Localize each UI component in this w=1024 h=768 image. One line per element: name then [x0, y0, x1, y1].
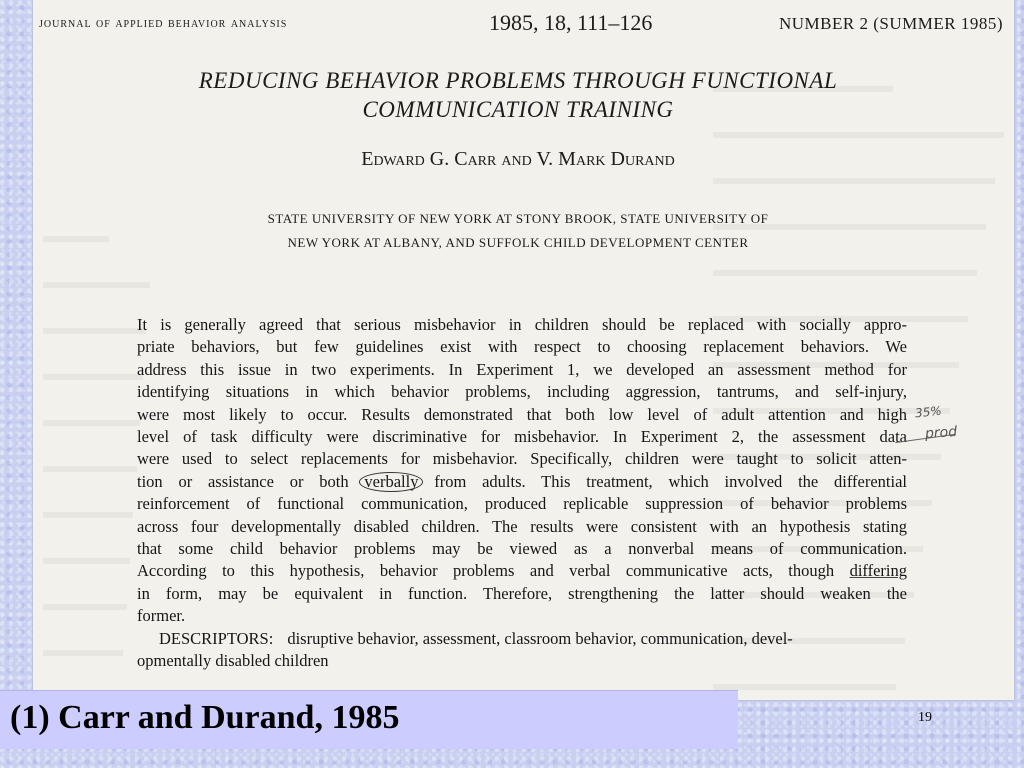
abstract-line: were used to select replacements for misbehavior. Specifically, children were taught to solicit atten- — [137, 449, 907, 469]
abstract-line: priate behaviors, but few guidelines exist with respect to choosing replacement behaviors. We — [137, 337, 907, 357]
abstract-line: address this issue in two experiments. In Experiment 1, we developed an assessment method for — [137, 359, 907, 379]
bleed-line — [43, 348, 143, 380]
descriptors-label: DESCRIPTORS: — [159, 628, 274, 648]
affiliation-line: NEW YORK AT ALBANY, AND SUFFOLK CHILD DEVELOPMENT CENTER — [287, 235, 749, 250]
handwritten-note: prod — [924, 423, 958, 443]
slide-caption-bar — [0, 690, 738, 749]
bleed-line — [43, 440, 137, 472]
abstract-line — [137, 471, 907, 493]
article-authors: Edward G. Carr and V. Mark Durand — [361, 148, 675, 170]
abstract-segment: According to this hypothesis, behavior problems and verbal communicative acts, though — [137, 561, 850, 581]
abstract-segment: tion or assistance or both — [137, 471, 365, 491]
bleed-line — [43, 532, 130, 564]
article-title — [133, 66, 903, 124]
journal-issue: NUMBER 2 (SUMMER 1985) — [779, 14, 1003, 33]
abstract-line — [137, 560, 907, 582]
abstract-line: across four developmentally disabled children. The results were consistent with an hypothesis stating — [137, 516, 907, 536]
bleed-line — [43, 578, 127, 610]
abstract-segment: from adults. This treatment, which involved the differential — [418, 471, 908, 491]
bleed-line — [43, 486, 133, 518]
abstract-line: former. — [137, 606, 186, 626]
abstract-line: identifying situations in which behavior problems, including aggression, tantrums, and self-injury, — [137, 382, 907, 402]
journal-page-scan — [33, 0, 1014, 700]
abstract-line: in form, may be equivalent in function. Therefore, strengthening the latter should weaken the — [137, 583, 907, 603]
underlined-word-annotation: differing — [849, 561, 907, 581]
journal-name: journal of applied behavior analysis — [39, 16, 288, 31]
abstract-line: It is generally agreed that serious misbehavior in children should be replaced with socially appro- — [137, 315, 907, 334]
abstract-line: were most likely to occur. Results demonstrated that both low level of adult attention and high — [137, 404, 907, 424]
descriptors-text: disruptive behavior, assessment, classroom behavior, communication, devel- — [287, 628, 793, 648]
slide-number: 19 — [918, 710, 932, 725]
slide-caption: (1) Carr and Durand, 1985 — [10, 699, 400, 736]
author-affiliation — [203, 207, 833, 255]
bleed-line — [43, 302, 146, 334]
journal-header — [39, 10, 1003, 40]
journal-citation: 1985, 18, 111–126 — [489, 10, 653, 35]
affiliation-line: STATE UNIVERSITY OF NEW YORK AT STONY BROOK, STATE UNIVERSITY OF — [267, 211, 769, 226]
descriptors-line: opmentally disabled children — [137, 651, 329, 671]
article-abstract — [137, 314, 907, 673]
circled-word-annotation: verbally — [359, 472, 423, 492]
article-title-line: REDUCING BEHAVIOR PROBLEMS THROUGH FUNCTIONAL — [198, 68, 838, 93]
bleed-line — [43, 624, 123, 656]
descriptors-line — [137, 628, 907, 650]
bleed-line — [43, 256, 150, 288]
bleed-line — [43, 210, 109, 242]
handwritten-note: 35% — [914, 403, 943, 421]
abstract-line: that some child behavior problems may be viewed as a nonverbal means of communication. — [137, 539, 907, 559]
abstract-line: reinforcement of functional communication, produced replicable suppression of behavior problems — [137, 494, 907, 514]
bleed-line — [43, 670, 120, 690]
bleed-line — [43, 394, 140, 426]
abstract-line: level of task difficulty were discriminative for misbehavior. In Experiment 2, the assessment data — [137, 427, 907, 447]
article-title-line: COMMUNICATION TRAINING — [362, 97, 674, 122]
